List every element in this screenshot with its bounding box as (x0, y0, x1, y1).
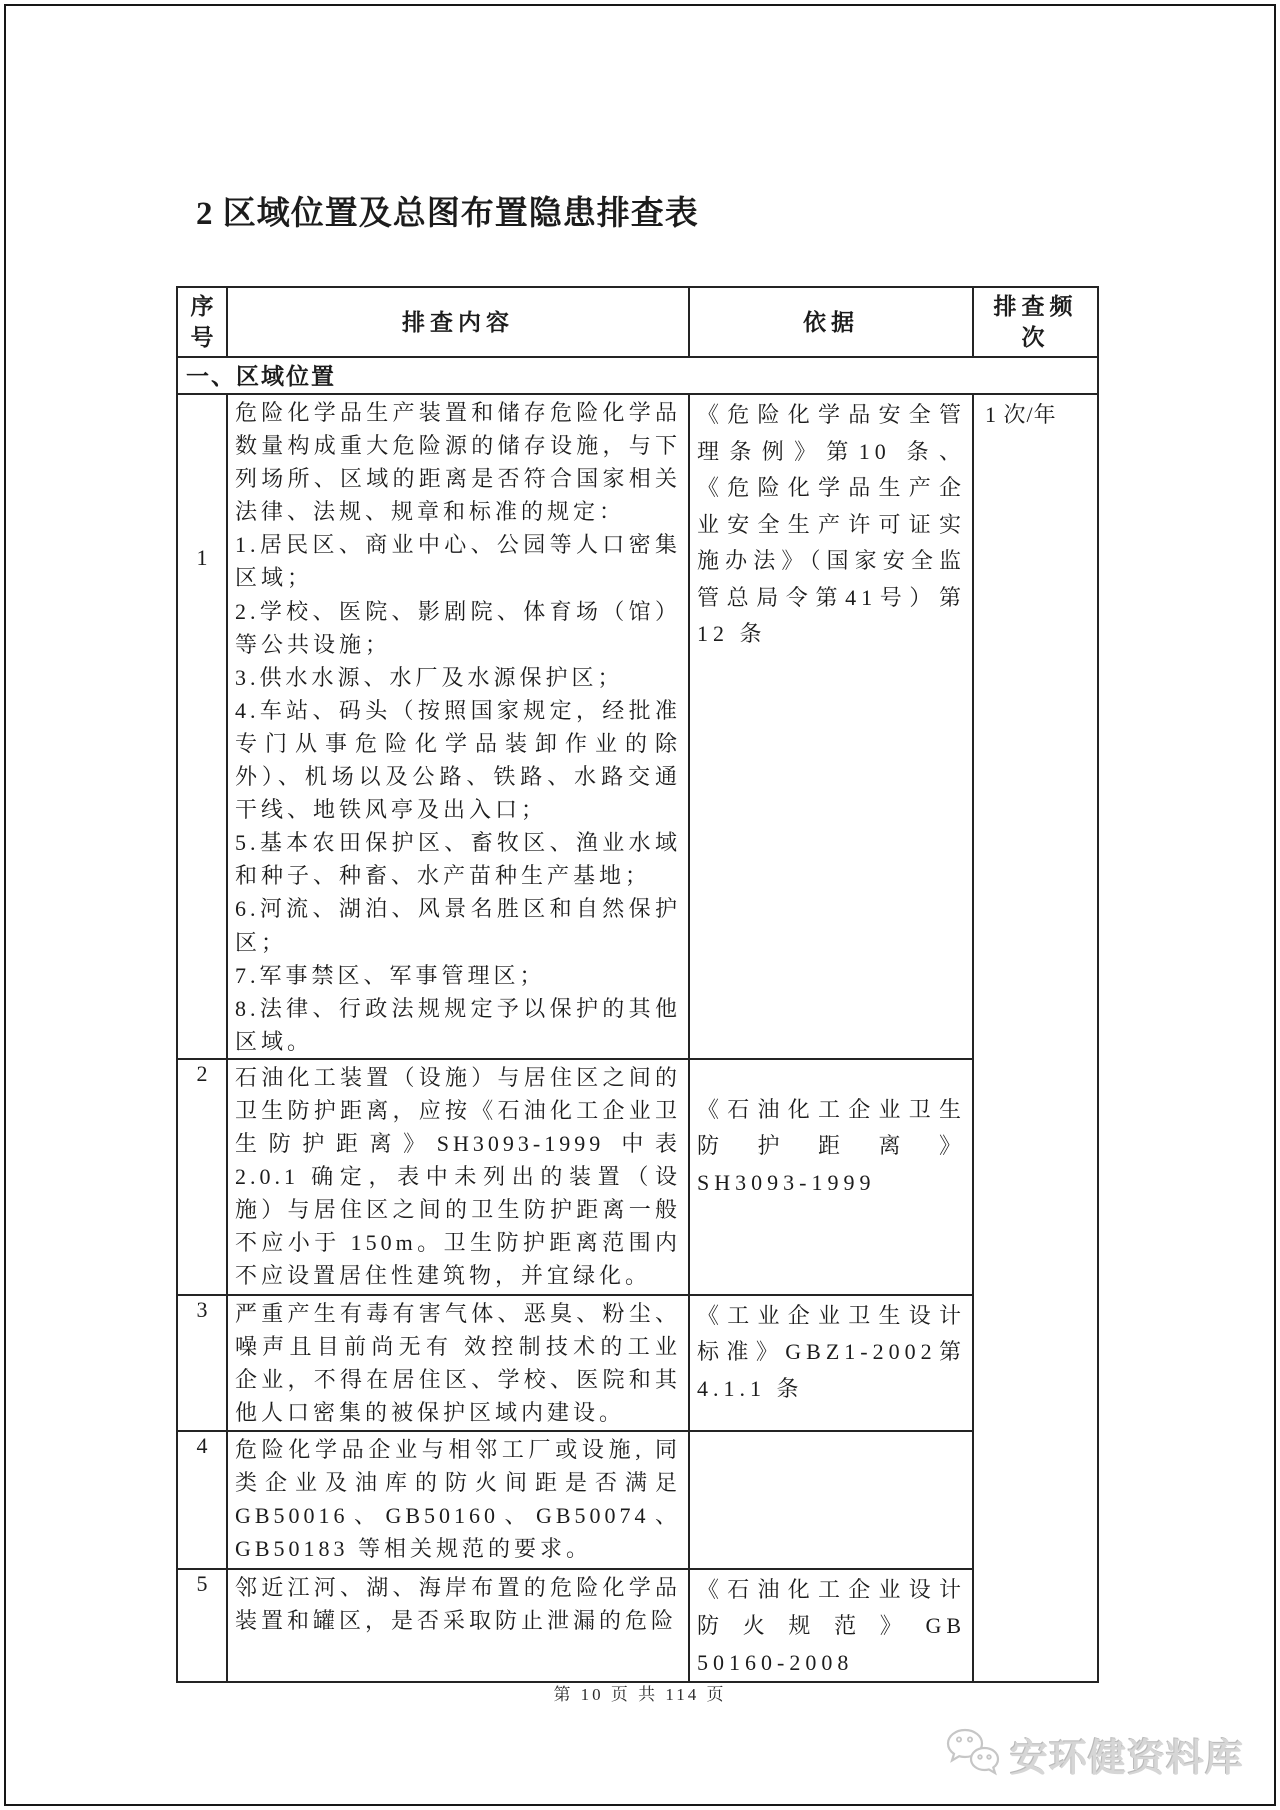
section-label: 一、区域位置 (177, 357, 1098, 394)
table-row-2 (177, 1059, 1098, 1295)
row-5-no: 5 (177, 1569, 227, 1683)
header-cell-frequency: 排查频次 (973, 287, 1098, 357)
header-cell-content: 排查内容 (227, 287, 689, 357)
document-title: 2 区域位置及总图布置隐患排查表 (196, 196, 699, 232)
row-3-content: 严重产生有毒有害气体、恶臭、粉尘、噪声且目前尚无有 效控制技术的工业企业，不得在居住区、学校、医院和其他人口密集的被保护区域内建设。 (227, 1295, 689, 1431)
inspection-table (176, 286, 1099, 1683)
section-row (177, 357, 1098, 394)
row-1-basis: 《危险化学品安全管理条例》第10 条、《危险化学品生产企业安全生产许可证实施办法》（国家安全监管总局令第41号）第 12 条 (689, 394, 973, 1059)
row-1-no: 1 (177, 394, 227, 1059)
row-3-no: 3 (177, 1295, 227, 1431)
frequency-cell: 1 次/年 (973, 394, 1098, 1682)
row-3-basis: 《工业企业卫生设计标准》GBZ1-2002第 4.1.1 条 (689, 1295, 973, 1431)
header-cell-basis: 依据 (689, 287, 973, 357)
page-footer: 第 10 页 共 114 页 (553, 1685, 727, 1704)
table-row-4 (177, 1431, 1098, 1569)
watermark-text: 安环健资料库 (1009, 1737, 1244, 1780)
table-row-3 (177, 1295, 1098, 1431)
wechat-icon (943, 1726, 1001, 1782)
header-cell-no: 序号 (177, 287, 227, 357)
row-4-content: 危险化学品企业与相邻工厂或设施, 同类企业及油库的防火间距是否满足 GB50016、GB50160、GB50074、GB50183 等相关规范的要求。 (227, 1431, 689, 1569)
row-4-basis (689, 1431, 973, 1569)
table-row-5 (177, 1569, 1098, 1683)
row-5-content: 邻近江河、湖、海岸布置的危险化学品装置和罐区，是否采取防止泄漏的危险 (227, 1569, 689, 1683)
table-header-row (177, 287, 1098, 357)
row-2-no: 2 (177, 1059, 227, 1295)
row-5-basis: 《石油化工企业设计防火规范》GB 50160-2008 (689, 1569, 973, 1683)
row-2-basis: 《石油化工企业卫生防护距离》 SH3093-1999 (689, 1059, 973, 1295)
watermark (943, 1726, 1244, 1782)
row-1-content: 危险化学品生产装置和储存危险化学品数量构成重大危险源的储存设施，与下列场所、区域的距离是否符合国家相关法律、法规、规章和标准的规定： 1.居民区、商业中心、公园等人口密集区域； 2.学校、医院、影剧院、体育场（馆）等公共设施； 3.供水水源、水厂及水源保护区； 4.车站、码头（按照国家规定，经批准专门从事危险化学品装卸作业的除外）、机场以及公路、铁路、水路交通干线、地铁风亭及出入口； 5.基本农田保护区、畜牧区、渔业水域和种子、种畜、水产苗种生产基地； 6.河流、湖泊、风景名胜区和自然保护区； 7.军事禁区、军事管理区； 8.法律、行政法规规定予以保护的其他区域。 (227, 394, 689, 1059)
row-2-content: 石油化工装置（设施）与居住区之间的卫生防护距离，应按《石油化工企业卫生防护距离》SH3093-1999 中表 2.0.1 确定，表中未列出的装置（设施）与居住区之间的卫生防护距离一般不应小于 150m。卫生防护距离范围内不应设置居住性建筑物，并宜绿化。 (227, 1059, 689, 1295)
table-row-1 (177, 394, 1098, 1059)
row-4-no: 4 (177, 1431, 227, 1569)
